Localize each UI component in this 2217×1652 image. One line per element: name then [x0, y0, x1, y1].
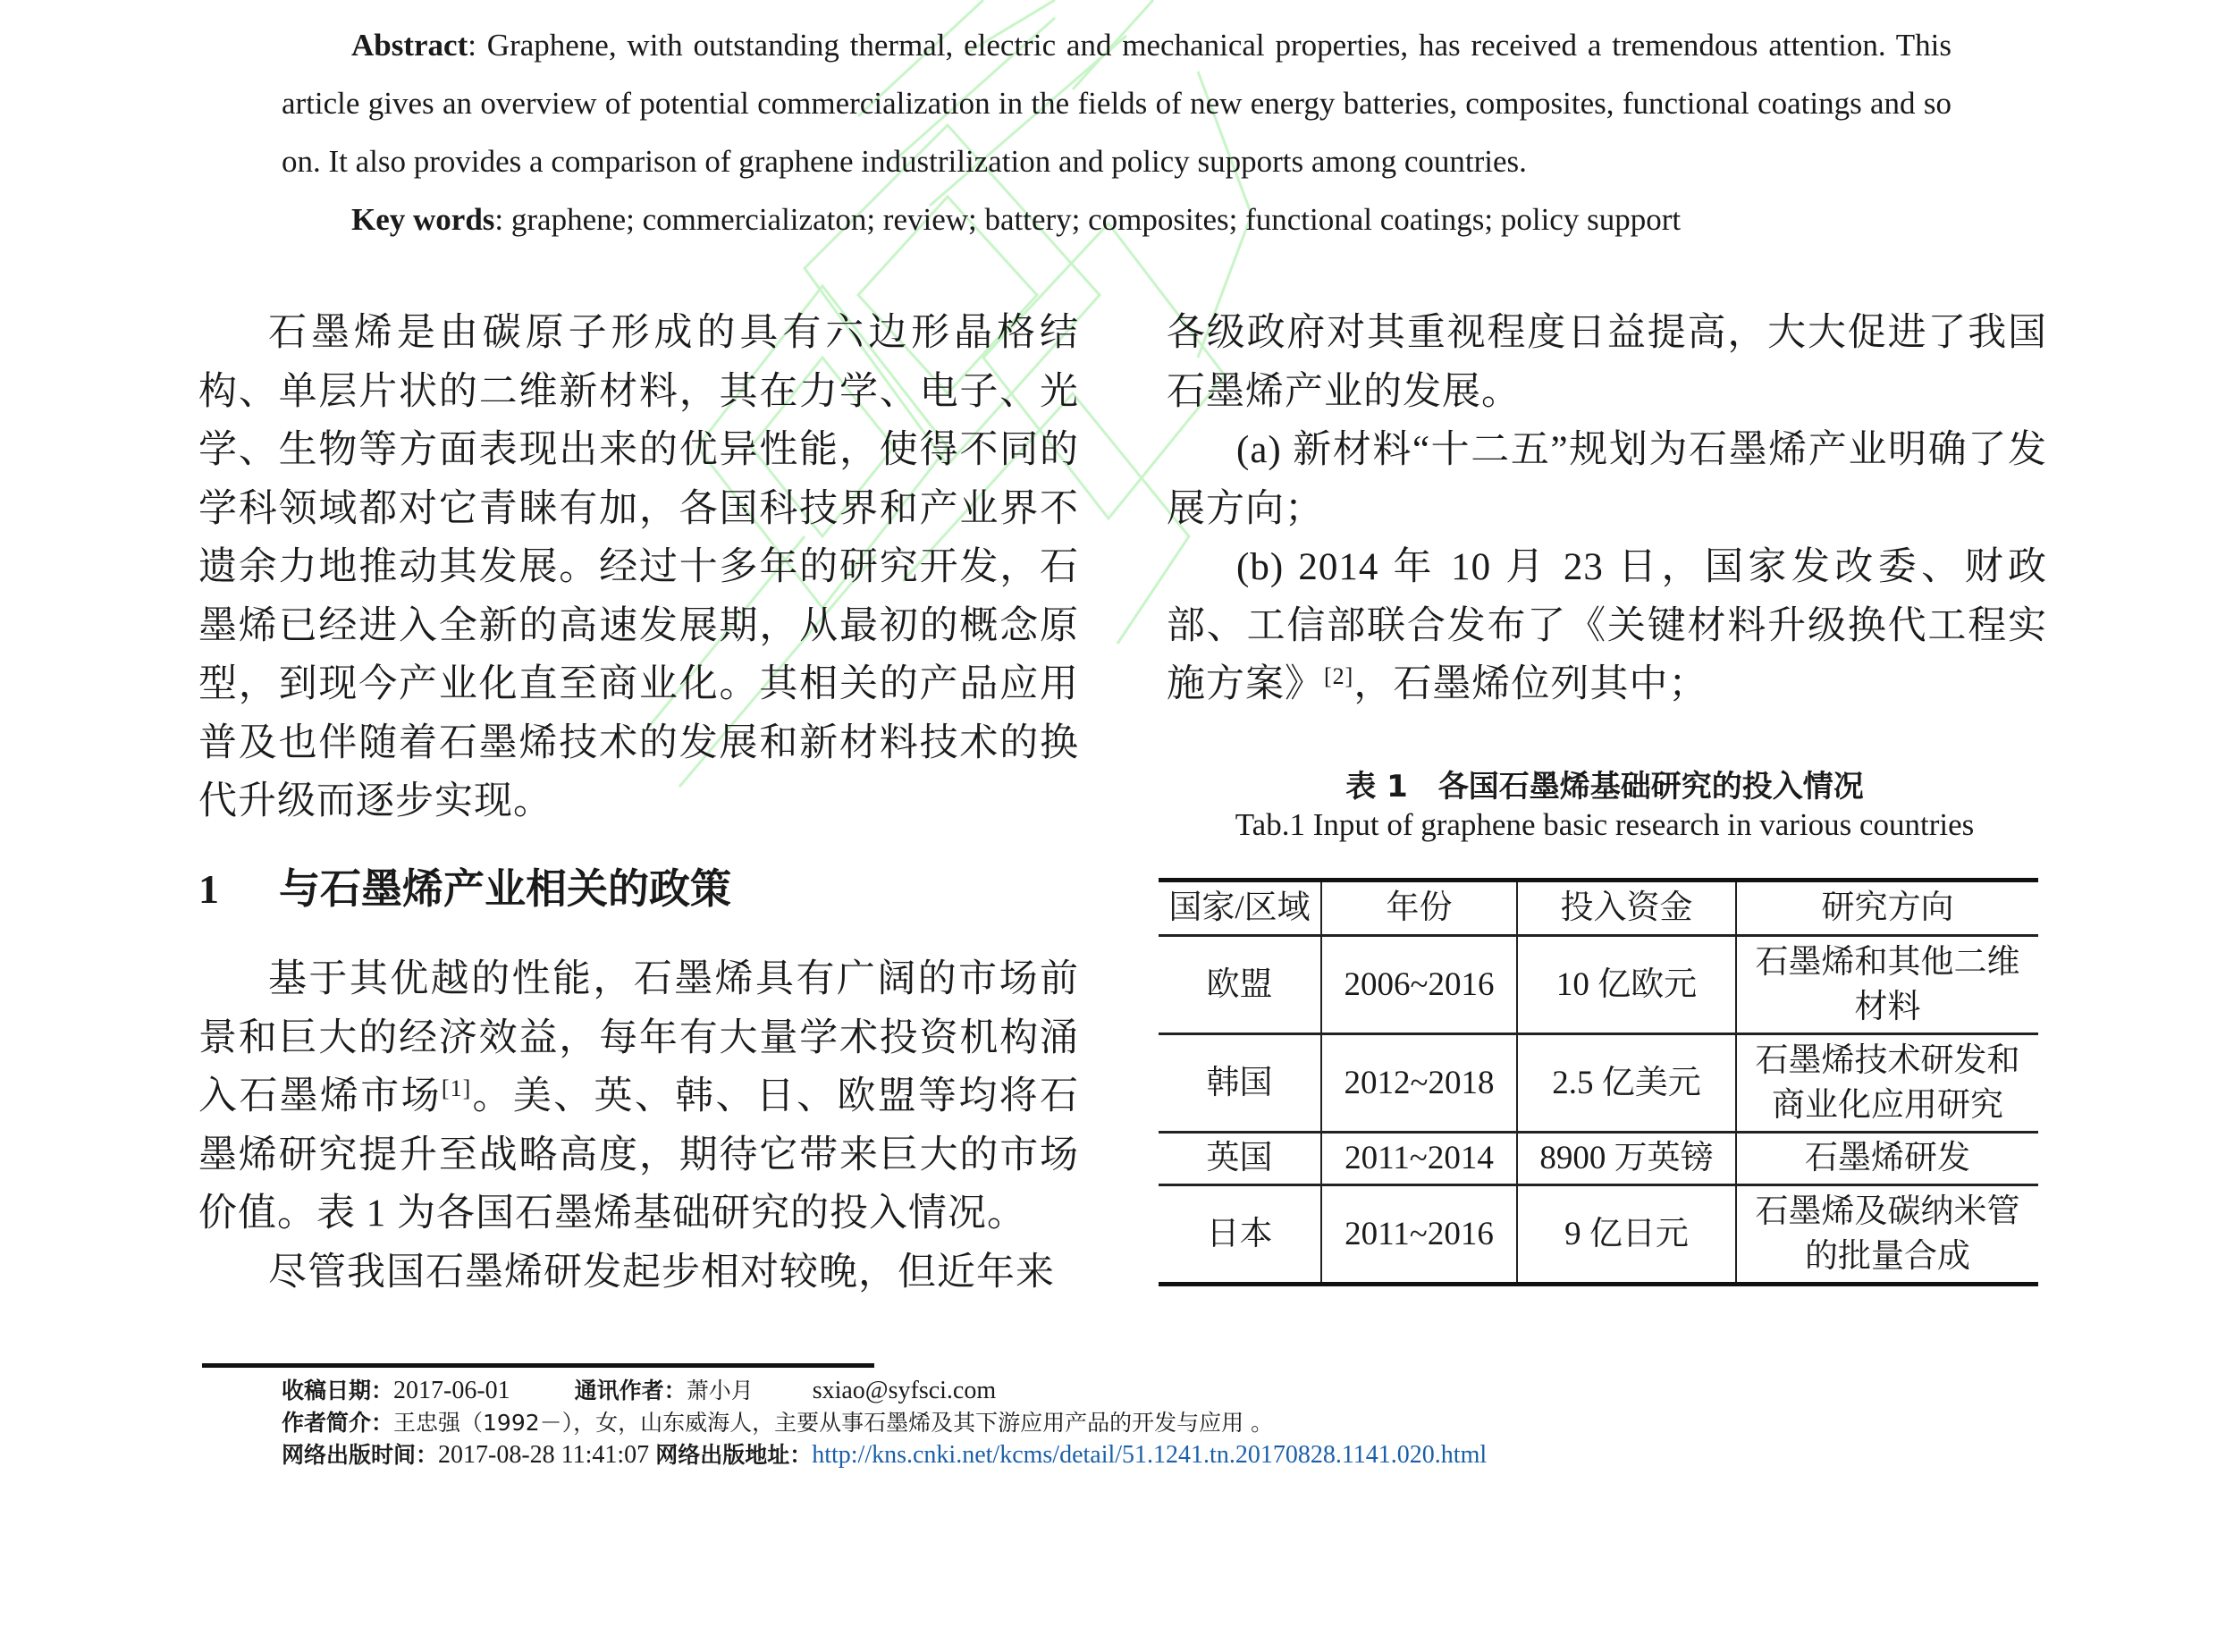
table-caption-cn: 表 1 各国石墨烯基础研究的投入情况: [1345, 769, 1864, 805]
online-time: 2017-08-28 11:41:07: [438, 1441, 650, 1469]
cell-direction: 石墨烯研发: [1736, 1133, 2038, 1185]
footnotes: [282, 1375, 1487, 1471]
citation-2[interactable]: [2]: [1324, 663, 1354, 689]
cell-region: 欧盟: [1159, 936, 1321, 1034]
section-heading: [198, 856, 731, 915]
online-url-label: 网络出版地址：: [655, 1442, 813, 1468]
continuation-paragraph: 各级政府对其重视程度日益提高，大大促进了我国石墨烯产业的发展。: [1167, 312, 2047, 413]
header-years: 年份: [1321, 881, 1517, 936]
cell-years: 2006~2016: [1321, 936, 1517, 1034]
left-column: [198, 304, 1079, 831]
cell-direction: 石墨烯及碳纳米管的批量合成: [1736, 1185, 2038, 1285]
section-title: 与石墨烯产业相关的政策: [279, 864, 731, 913]
item-b-text-2: ，石墨烯位列其中；: [1353, 663, 1708, 705]
cell-funding: 10 亿欧元: [1517, 936, 1736, 1034]
table-row: [1159, 936, 2038, 1034]
citation-1[interactable]: [1]: [441, 1075, 472, 1101]
cell-region: 韩国: [1159, 1034, 1321, 1133]
china-paragraph: 尽管我国石墨烯研发起步相对较晚，但近年来: [268, 1251, 1055, 1294]
online-url-link[interactable]: http://kns.cnki.net/kcms/detail/51.1241.tn.20170828.1141.020.html: [812, 1441, 1488, 1469]
header-region: 国家/区域: [1159, 881, 1321, 936]
cell-region: 日本: [1159, 1185, 1321, 1285]
abstract-block: [282, 16, 1951, 249]
header-funding: 投入资金: [1517, 881, 1736, 936]
intro-paragraph: 石墨烯是由碳原子形成的具有六边形晶格结构、单层片状的二维新材料，其在力学、电子、光学、生物等方面表现出来的优异性能，使得不同的学科领域都对它青睐有加，各国科技界和产业界不遗余力地推动其发展。经过十多年的研究开发，石墨烯已经进入全新的高速发展期，从最初的概念原型，到现今产业化直至商业化。其相关的产品应用普及也伴随着石墨烯技术的发展和新材料技术的换代升级而逐步实现。: [198, 312, 1079, 822]
bio-text: 王忠强（1992－），女，山东威海人，主要从事石墨烯及其下游应用产品的开发与应用 。: [393, 1410, 1274, 1436]
cell-years: 2011~2014: [1321, 1133, 1517, 1185]
cell-years: 2011~2016: [1321, 1185, 1517, 1285]
list-item-a: (a) 新材料“十二五”规划为石墨烯产业明确了发展方向；: [1167, 429, 2047, 530]
cell-direction: 石墨烯技术研发和商业化应用研究: [1736, 1034, 2038, 1133]
received-date: 2017-06-01: [393, 1377, 510, 1404]
cell-funding: 9 亿日元: [1517, 1185, 1736, 1285]
list-item-b: [1167, 538, 2047, 714]
item-b-text-1: (b) 2014 年 10 月 23 日，国家发改委、财政部、工信部联合发布了《关键材料升级换代工程实施方案》: [1167, 546, 2047, 705]
cell-years: 2012~2018: [1321, 1034, 1517, 1133]
policy-text-1: 基于其优越的性能，石墨烯具有广阔的市场前景和巨大的经济效益，每年有大量学术投资机构涌入石墨烯市场: [198, 958, 1079, 1117]
cell-funding: 2.5 亿美元: [1517, 1034, 1736, 1133]
received-label: 收稿日期：: [282, 1378, 394, 1403]
table-row: [1159, 1034, 2038, 1133]
section-number: 1: [198, 866, 219, 912]
keywords-text: : graphene; commercializaton; review; battery; composites; functional coatings; policy support: [494, 202, 1682, 237]
table-row: [1159, 1133, 2038, 1185]
keywords-label: Key words: [351, 202, 495, 237]
footnote-divider: [202, 1363, 874, 1368]
bio-label: 作者简介：: [282, 1410, 394, 1436]
right-column: [1167, 304, 2047, 714]
policy-text-2: 。美、英、韩、日、欧盟等均将石墨烯研究提升至战略高度，期待它带来巨大的市场价值。表 1 为各国石墨烯基础研究的投入情况。: [198, 1075, 1079, 1235]
corresponding-label: 通讯作者：: [574, 1378, 687, 1403]
table-row: [1159, 1185, 2038, 1285]
online-time-label: 网络出版时间：: [282, 1442, 439, 1468]
cell-region: 英国: [1159, 1133, 1321, 1185]
cell-funding: 8900 万英镑: [1517, 1133, 1736, 1185]
investment-table: [1159, 878, 2038, 1286]
footnote-bio: [282, 1407, 1487, 1439]
corresponding-email[interactable]: sxiao@syfsci.com: [812, 1377, 997, 1404]
table-caption-en: Tab.1 Input of graphene basic research in various countries: [1235, 807, 1975, 842]
footnote-online: [282, 1439, 1487, 1471]
cell-direction: 石墨烯和其他二维材料: [1736, 936, 2038, 1034]
header-direction: 研究方向: [1736, 881, 2038, 936]
corresponding-name: 萧小月: [686, 1378, 754, 1403]
abstract-label: Abstract: [351, 28, 468, 63]
left-column-section: [198, 950, 1079, 1302]
table-header-row: [1159, 881, 2038, 936]
abstract-text: : Graphene, with outstanding thermal, electric and mechanical properties, has received a tremendous attention. This article gives an overview of potential commercialization in the fields of new energy batteries, composites, functional coatings and so on. It also provides a comparison of graphene industrilization and policy supports among countries.: [282, 28, 1951, 179]
policy-paragraph: [198, 950, 1079, 1243]
footnote-received: [282, 1375, 1487, 1407]
